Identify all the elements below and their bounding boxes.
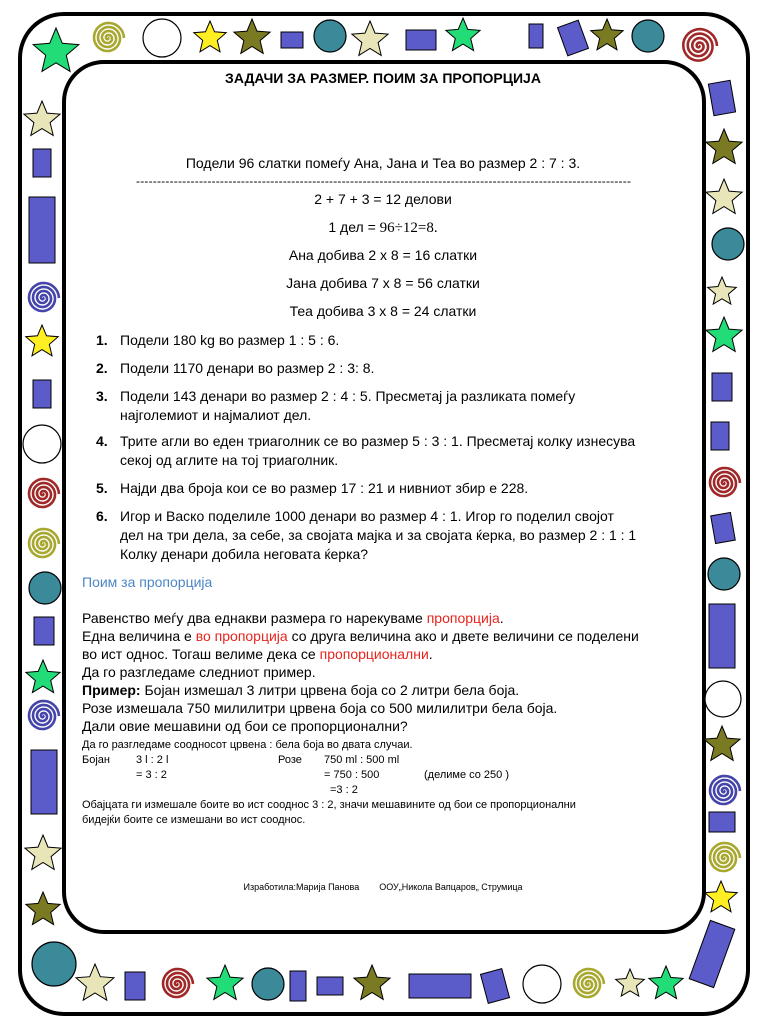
definition-line-4: Да го разгледаме следниот пример.	[82, 664, 316, 680]
task-4	[96, 432, 635, 470]
def-text: Една величина е	[82, 628, 196, 644]
circle-icon	[708, 558, 740, 590]
page-title: ЗАДАЧИ ЗА РАЗМЕР. ПОИМ ЗА ПРОПОРЦИЈА	[225, 70, 541, 86]
task-number: 2.	[96, 360, 108, 376]
bojan-ratio-1: 3 l : 2 l	[136, 754, 169, 766]
square-icon	[34, 617, 54, 645]
square-icon	[711, 512, 736, 543]
section-heading: Поим за пропорција	[82, 574, 213, 590]
square-icon	[712, 373, 732, 401]
def-text: во ист однос. Тогаш велиме дека се	[82, 646, 320, 662]
square-icon	[709, 812, 735, 832]
def-highlight: во пропорција	[195, 628, 288, 644]
circle-icon	[252, 968, 284, 1000]
example-question: Дали овие мешавини од бои се пропорционални?	[82, 718, 408, 734]
circle-icon	[523, 965, 561, 1003]
def-highlight: пропорција	[426, 610, 500, 626]
task-text: Подели 1170 денари во размер 2 : 3: 8.	[120, 360, 375, 376]
square-icon	[31, 750, 57, 814]
definition-line-2	[82, 627, 639, 645]
task-1	[96, 331, 339, 350]
solution-line-1: 2 + 7 + 3 = 12 делови	[314, 191, 452, 207]
task-number: 1.	[96, 332, 108, 348]
square-icon	[125, 972, 145, 1000]
circle-icon	[32, 942, 76, 986]
square-icon	[33, 380, 51, 408]
circle-icon	[632, 20, 664, 52]
def-text: со друга величина ако и двете величини се поделени	[287, 628, 639, 644]
example-label: Пример:	[82, 682, 141, 698]
example-text: Бојан измешал 3 литри црвена боја со 2 литри бела боја.	[140, 682, 520, 698]
def-highlight: пропорционални	[319, 646, 429, 662]
square-icon	[406, 30, 436, 50]
square-icon	[317, 977, 343, 995]
task-text: Најди два броја кои се во размер 17 : 21 и нивниот збир е 228.	[120, 480, 529, 496]
task-text: Подели 180 kg во размер 1 : 5 : 6.	[120, 332, 340, 348]
task-text-line-2: секој од аглите на тој триаголник.	[120, 452, 339, 468]
example-problem: Подели 96 слатки помеѓу Ана, Јана и Теа во размер 2 : 7 : 3.	[185, 155, 581, 171]
def-text: Равенство меѓу два еднакви размера го нарекуваме	[82, 610, 427, 626]
circle-icon	[705, 681, 741, 717]
circle-icon	[314, 20, 346, 52]
task-text-line-1: Игор и Васко поделиле 1000 денари во размер 4 : 1. Игор го поделил својот	[120, 508, 614, 524]
def-text: .	[428, 646, 433, 662]
square-icon	[290, 971, 306, 1001]
solution-line-5: Теа добива 3 х 8 = 24 слатки	[289, 303, 477, 319]
task-text-line-2: дел на три дела, за себе, за својата мајка и за својата ќерка, во размер 2 : 1 : 1	[120, 527, 637, 543]
square-icon	[29, 197, 55, 263]
separator-line: ----------------------------------------------------------------------------------------------------------------------	[136, 174, 632, 188]
task-number: 6.	[96, 508, 108, 524]
bojan-ratio-2: = 3 : 2	[136, 769, 167, 781]
roze-ratio-1: 750 ml : 500 ml	[324, 754, 400, 766]
task-text-line-3: Колку денари добила неговата ќерка?	[120, 546, 369, 562]
circle-icon	[712, 228, 744, 260]
task-number: 3.	[96, 388, 108, 404]
solution-line-4: Јана добива 7 х 8 = 56 слатки	[286, 275, 480, 291]
solution-line-2-prefix: 1 дел =	[328, 219, 376, 235]
task-number: 5.	[96, 480, 108, 496]
task-2	[96, 359, 374, 378]
example-line-1	[82, 681, 519, 699]
example-line-2: Розе измешала 750 милилитри црвена боја со 500 милилитри бела боја.	[82, 700, 558, 716]
circle-icon	[29, 572, 61, 604]
task-3	[96, 387, 575, 425]
square-icon	[409, 974, 471, 998]
roze-note: (делиме со 250 )	[424, 769, 510, 781]
square-icon	[529, 24, 543, 48]
square-icon	[281, 32, 303, 48]
square-icon	[711, 422, 729, 450]
task-6	[96, 507, 636, 564]
def-text: .	[499, 610, 504, 626]
task-text-line-1: Трите агли во еден триаголник се во размер 5 : 3 : 1. Пресметај колку изнесува	[120, 433, 636, 449]
roze-label: Розе	[278, 754, 302, 766]
square-icon	[33, 149, 51, 177]
conclusion-line-2: бидејќи боите се измешани во ист сооднос.	[82, 814, 306, 826]
solution-line-2-math: 96÷12=8.	[379, 220, 438, 236]
conclusion-line-1: Обајцата ги измешале боите во ист сооднос 3 : 2, значи мешавините од бои се пропорционални	[82, 799, 576, 811]
circle-icon	[143, 19, 181, 57]
definition-line-3	[82, 645, 433, 663]
task-text-line-2: најголемиот и најмалиот дел.	[120, 407, 312, 423]
ratio-intro: Да го разгледаме соодносот црвена : бела боја во двата случаи.	[82, 739, 413, 751]
solution-line-2	[60, 219, 706, 237]
footer-credit: Изработила:Марија Панова ООУ„Никола Вапцаров„ Струмица	[243, 882, 523, 892]
bojan-label: Бојан	[82, 754, 110, 766]
definition-line-1	[82, 609, 504, 627]
circle-icon	[23, 425, 61, 463]
roze-ratio-2: = 750 : 500	[324, 769, 380, 781]
task-5	[96, 479, 528, 498]
task-number: 4.	[96, 433, 108, 449]
roze-ratio-3: =3 : 2	[330, 784, 358, 796]
task-text-line-1: Подели 143 денари во размер 2 : 4 : 5. Пресметај ја разликата помеѓу	[120, 388, 576, 404]
solution-line-3: Ана добива 2 х 8 = 16 слатки	[288, 247, 478, 263]
square-icon	[709, 604, 735, 668]
